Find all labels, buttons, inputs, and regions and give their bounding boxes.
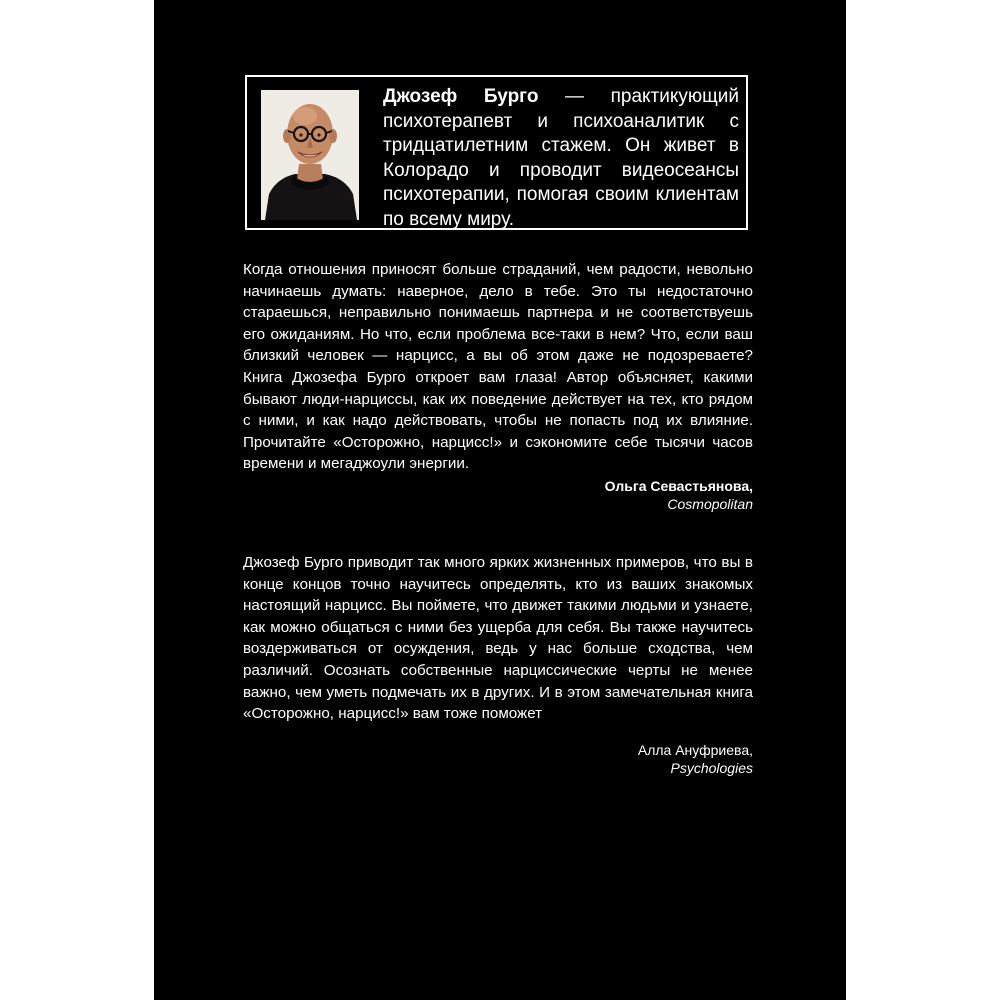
reviewer-outlet: Cosmopolitan bbox=[667, 495, 753, 512]
review-1 bbox=[243, 259, 753, 513]
reviewer-name: Ольга Севастьянова, bbox=[604, 477, 753, 494]
author-name: Джозеф Бурго bbox=[383, 86, 539, 107]
author-portrait-icon bbox=[261, 90, 359, 220]
reviewer-name: Алла Ануфриева, bbox=[637, 741, 753, 758]
author-bio bbox=[383, 85, 739, 232]
review-signature bbox=[243, 477, 753, 513]
author-info-box bbox=[245, 75, 748, 230]
book-back-cover bbox=[154, 0, 846, 1000]
author-photo bbox=[261, 90, 359, 220]
author-bio-text: — практикующий психотерапевт и психоаналитик с тридцатилетним стажем. Он живет в Колорадо и проводит видеосеансы психотерапии, помогая своим клиентам по всему миру. bbox=[383, 86, 739, 230]
review-text: Джозеф Бурго приводит так много ярких жизненных примеров, что вы в конце концов точно научитесь определять, кто из ваших знакомых настоящий нарцисс. Вы поймете, что движет такими людьми и узнаете, как можно общаться с ними без ущерба для себя. Вы также научитесь воздерживаться от осуждения, ведь у нас больше сходства, чем различий. Осознать собственные нарциссические черты не менее важно, чем уметь подмечать их в других. И в этом замечательная книга «Осторожно, нарцисс!» вам тоже поможет bbox=[243, 554, 753, 723]
review-signature bbox=[243, 741, 753, 777]
reviewer-outlet: Psychologies bbox=[670, 759, 753, 776]
review-2 bbox=[243, 552, 753, 777]
review-text: Когда отношения приносят больше страданий, чем радости, невольно начинаешь думать: наверное, дело в тебе. Это ты недостаточно стараешься, неправильно понимаешь партнера и не соответствуешь его ожиданиям. Но что, если проблема все-таки в нем? Что, если ваш близкий человек — нарцисс, а вы об этом даже не подозреваете? Книга Джозефа Бурго откроет вам глаза! Автор объясняет, какими бывают люди-нарциссы, как их поведение действует на тех, кто рядом с ними, и как надо действовать, чтобы не попасть под их влияние. Прочитайте «Осторожно, нарцисс!» и сэкономите себе тысячи часов времени и мегаджоули энергии. bbox=[243, 261, 753, 473]
